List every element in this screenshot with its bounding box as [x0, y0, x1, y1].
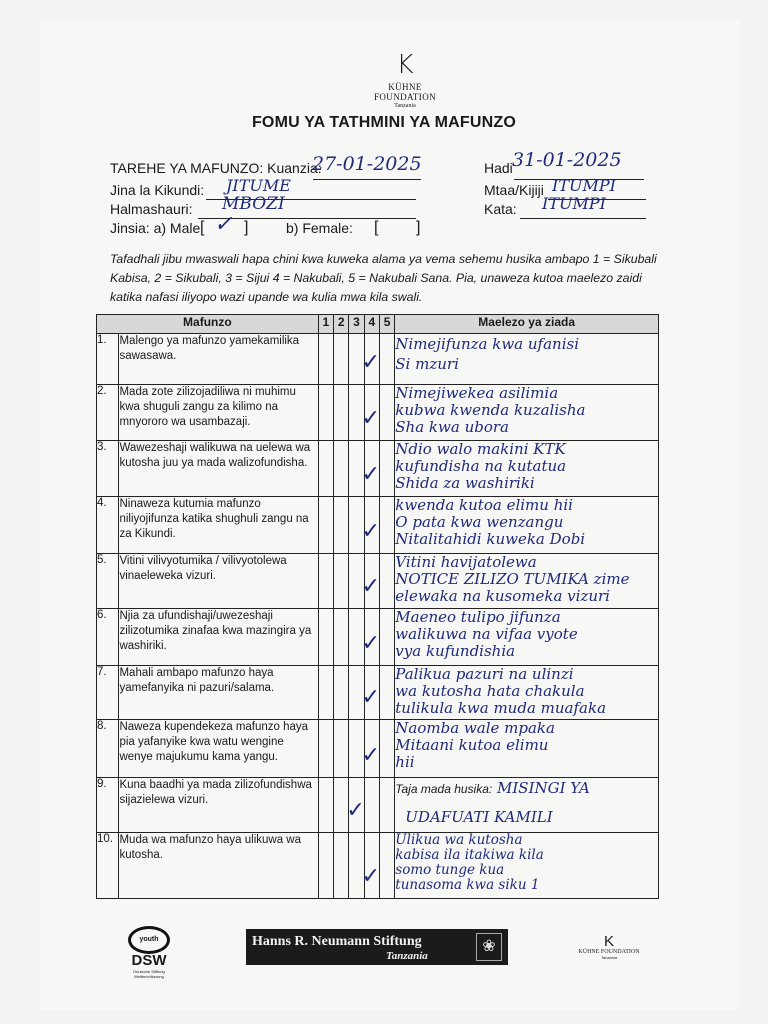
instructions-text: Tafadhali jibu mwaswali hapa chini kwa kuweka alama ya vema sehemu husika ambapo 1 = Sikubali Kabisa, 2 = Sikubali, 3 = Sijui 4 = Nakubali, 5 = Nakubali Sana. Pia, unaweza kutoa maelezo zaidi katika nafasi iliyopo wazi upande wa kulia mwa kila swali. — [110, 252, 657, 304]
comment-line: Ndio walo makini KTK — [395, 441, 566, 458]
comment-line: kabisa ila itakiwa kila — [395, 848, 544, 863]
hrns-banner — [246, 929, 508, 965]
dsw-logo — [124, 926, 174, 979]
score-cell-4[interactable] — [361, 334, 381, 385]
date-label: TAREHE YA MAFUNZO: Kuanzia: — [110, 160, 322, 176]
header-topic: Mafunzo — [97, 315, 319, 334]
row-statement: Malengo ya mafunzo yamekamilika sawasawa. — [119, 334, 318, 385]
ward-value[interactable]: ITUMPI — [542, 194, 606, 213]
row-statement: Wawezeshaji walikuwa na uelewa wa kutosha juu ya mada walizofundisha. — [119, 441, 318, 497]
comment-line: hii — [395, 754, 415, 771]
comment-line: UDAFUATI KAMILI — [405, 808, 553, 826]
score-cell-5[interactable] — [379, 441, 394, 497]
form-title: FOMU YA TATHMINI YA MAFUNZO — [251, 114, 517, 131]
comment-line: Naomba wale mpaka — [395, 720, 555, 737]
council-value[interactable]: MBOZI — [222, 194, 285, 214]
hrns-banner-title: Hanns R. Neumann Stiftung — [252, 934, 422, 949]
score-cell-1[interactable] — [318, 554, 333, 609]
comment-cell[interactable] — [395, 720, 659, 778]
score-cell-2[interactable] — [334, 609, 349, 666]
comment-text: MISINGI YA — [497, 779, 590, 797]
row-number: 1. — [97, 334, 119, 385]
comment-prompt: Taja mada husika: — [395, 782, 493, 796]
score-cell-4[interactable] — [361, 833, 381, 899]
comment-line: tunasoma kwa siku 1 — [395, 878, 540, 893]
comment-line: Si mzuri — [395, 355, 459, 373]
comment-cell[interactable] — [395, 609, 659, 666]
score-cell-1[interactable] — [318, 441, 333, 497]
kuhne-footer-sub: Tanzania — [600, 955, 617, 960]
female-bracket-close: ] — [416, 219, 421, 236]
row-statement: Mada zote zilizojadiliwa ni muhimu kwa shuguli zangu za kilimo na mnyororo wa usambazaji. — [119, 385, 318, 441]
row-statement: Njia za ufundishaji/uwezeshaji zilizotumika zinafaa kwa mazingira ya washiriki. — [119, 609, 318, 666]
council-label: Halmashauri: — [110, 201, 193, 217]
score-cell-5[interactable] — [379, 609, 394, 666]
header-score-5: 5 — [379, 315, 394, 334]
table-row — [97, 334, 659, 385]
row-statement: Ninaweza kutumia mafunzo niliyojifunza katika shughuli zangu na za Kikundi. — [119, 497, 318, 554]
row-number: 4. — [97, 497, 119, 554]
score-cell-2[interactable] — [334, 720, 349, 778]
group-value[interactable]: JITUME — [226, 176, 291, 195]
score-cell-1[interactable] — [318, 720, 333, 778]
kuhne-footer-name: KÜHNE FOUNDATION — [578, 949, 640, 955]
comment-line: Nimejifunza kwa ufanisi — [395, 335, 579, 353]
table-row — [97, 833, 659, 899]
score-cell-1[interactable] — [318, 833, 333, 899]
kuhne-logo-sub: Tanzania — [394, 103, 416, 109]
score-cell-4[interactable] — [361, 385, 381, 441]
table-row — [97, 441, 659, 497]
score-cell-3[interactable] — [346, 778, 365, 833]
date-from-line — [313, 179, 421, 180]
comment-line: Palikua pazuri na ulinzi — [395, 666, 574, 683]
comment-line: Nitalitahidi kuweka Dobi — [395, 531, 586, 548]
score-cell-2[interactable] — [334, 666, 349, 720]
dsw-sub: Deutsche Stiftung Weltbevölkerung — [133, 969, 165, 979]
comment-cell[interactable] — [395, 334, 659, 385]
ward-label: Kata: — [484, 201, 517, 217]
header-score-1: 1 — [318, 315, 333, 334]
dsw-ring: youth — [128, 926, 170, 954]
table-row — [97, 778, 659, 833]
check-mark-icon: ✓ — [361, 573, 381, 598]
row-number: 2. — [97, 385, 119, 441]
score-cell-2[interactable] — [334, 441, 349, 497]
row-statement: Naweza kupendekeza mafunzo haya pia yafanyike kwa watu wengine wenye majukumu kama yangu. — [119, 720, 318, 778]
comment-line: Vitini havijatolewa — [395, 554, 537, 571]
score-cell-4[interactable] — [361, 609, 381, 666]
kuhne-footer-logo — [578, 934, 640, 960]
check-mark-icon: ✓ — [361, 863, 381, 888]
score-cell-5[interactable] — [379, 385, 394, 441]
dsw-label: DSW — [131, 952, 167, 969]
score-cell-1[interactable] — [318, 497, 333, 554]
male-check-mark[interactable]: ✓ — [214, 212, 233, 237]
check-mark-icon: ✓ — [361, 461, 381, 486]
kuhne-logo-name: KÜHNE FOUNDATION — [374, 82, 436, 102]
check-mark-icon: ✓ — [361, 518, 381, 543]
kuhne-logo — [360, 52, 450, 109]
comment-cell[interactable] — [395, 497, 659, 554]
table-header-row — [97, 315, 659, 334]
male-bracket-open: [ — [200, 219, 205, 236]
score-cell-4[interactable] — [361, 554, 381, 609]
ward-line — [520, 218, 646, 219]
comment-cell[interactable] — [395, 385, 659, 441]
score-cell-4[interactable] — [361, 666, 381, 720]
comment-line: NOTICE ZILIZO TUMIKA zime — [395, 571, 630, 588]
female-bracket-open[interactable]: [ — [374, 219, 379, 236]
comment-line: kufundisha na kutatua — [395, 458, 567, 475]
female-label: b) Female: — [286, 220, 353, 236]
score-cell-2[interactable] — [334, 334, 349, 385]
hrns-banner-sub: Tanzania — [386, 950, 428, 962]
row-number: 7. — [97, 666, 119, 720]
row-statement: Vitini vilivyotumika / vilivyotolewa vinaeleweka vizuri. — [119, 554, 318, 609]
kuhne-logo-mark: K — [396, 50, 414, 80]
comment-cell[interactable] — [395, 441, 659, 497]
row-number: 5. — [97, 554, 119, 609]
comment-cell[interactable] — [395, 554, 659, 609]
comment-line — [395, 778, 658, 799]
kuhne-footer-mark: K — [603, 933, 614, 950]
score-cell-1[interactable] — [318, 666, 333, 720]
score-cell-2[interactable] — [334, 497, 349, 554]
score-cell-5[interactable] — [379, 497, 394, 554]
comment-line: Mitaani kutoa elimu — [395, 737, 549, 754]
village-value[interactable]: ITUMPI — [552, 176, 616, 195]
check-mark-icon: ✓ — [346, 797, 365, 822]
score-cell-5[interactable] — [379, 833, 394, 899]
date-from-value[interactable]: 27-01-2025 — [312, 153, 422, 175]
comment-cell[interactable] — [395, 778, 659, 833]
comment-line: kwenda kutoa elimu hii — [395, 497, 573, 514]
comment-line: walikuwa na vifaa vyote — [395, 626, 578, 643]
score-cell-5[interactable] — [379, 666, 394, 720]
comment-line: Shida za washiriki — [395, 475, 535, 492]
row-number: 9. — [97, 778, 119, 833]
row-statement: Muda wa mafunzo haya ulikuwa wa kutosha. — [119, 833, 318, 899]
table-row — [97, 666, 659, 720]
header-score-4: 4 — [364, 315, 379, 334]
score-cell-4[interactable] — [361, 441, 381, 497]
comment-line: Maeneo tulipo jifunza — [395, 609, 561, 626]
comment-line: wa kutosha hata chakula — [395, 683, 585, 700]
score-cell-5[interactable] — [379, 554, 394, 609]
table-row — [97, 609, 659, 666]
date-to-label: Hadi — [484, 160, 513, 176]
score-cell-2[interactable] — [334, 385, 349, 441]
comment-line: somo tunge kua — [395, 863, 505, 878]
comment-line: O pata kwa wenzangu — [395, 514, 564, 531]
check-mark-icon: ✓ — [361, 742, 381, 767]
date-to-value[interactable]: 31-01-2025 — [512, 149, 622, 171]
comment-line: Nimejiwekea asilimia — [395, 385, 559, 402]
comment-cell[interactable] — [395, 833, 659, 899]
comment-line: vya kufundishia — [395, 643, 516, 660]
row-statement: Kuna baadhi ya mada zilizofundishwa sijazielewa vizuri. — [119, 778, 318, 833]
row-statement: Mahali ambapo mafunzo haya yamefanyika ni pazuri/salama. — [119, 666, 318, 720]
comment-line: Ulikua wa kutosha — [395, 833, 523, 848]
score-cell-1[interactable] — [318, 778, 333, 833]
table-row — [97, 554, 659, 609]
check-mark-icon: ✓ — [361, 630, 381, 655]
male-bracket-close: ] — [244, 219, 249, 236]
gender-label: Jinsia: a) Male — [110, 220, 201, 236]
header-score-3: 3 — [349, 315, 364, 334]
comment-line: kubwa kwenda kuzalisha — [395, 402, 586, 419]
score-cell-1[interactable] — [318, 334, 333, 385]
score-cell-2[interactable] — [334, 554, 349, 609]
score-cell-4[interactable] — [364, 778, 379, 833]
table-row — [97, 720, 659, 778]
check-mark-icon: ✓ — [361, 349, 381, 374]
table-row — [97, 385, 659, 441]
score-cell-5[interactable] — [379, 720, 394, 778]
header-comments: Maelezo ya ziada — [395, 315, 659, 334]
score-cell-4[interactable] — [361, 720, 381, 778]
check-mark-icon: ✓ — [361, 405, 381, 430]
group-label: Jina la Kikundi: — [110, 182, 205, 198]
row-number: 8. — [97, 720, 119, 778]
evaluation-table — [96, 314, 659, 899]
village-label: Mtaa/Kijiji — [484, 182, 544, 198]
comment-cell[interactable] — [395, 666, 659, 720]
row-number: 6. — [97, 609, 119, 666]
score-cell-1[interactable] — [318, 385, 333, 441]
header-score-2: 2 — [334, 315, 349, 334]
score-cell-4[interactable] — [361, 497, 381, 554]
comment-line: elewaka na kusomeka vizuri — [395, 588, 610, 605]
row-number: 3. — [97, 441, 119, 497]
coffee-plant-icon: ❀ — [476, 933, 502, 961]
score-cell-5[interactable] — [379, 778, 394, 833]
score-cell-1[interactable] — [318, 609, 333, 666]
comment-line: tulikula kwa muda muafaka — [395, 700, 607, 717]
check-mark-icon: ✓ — [361, 684, 381, 709]
score-cell-5[interactable] — [379, 334, 394, 385]
comment-line: Sha kwa ubora — [395, 419, 509, 436]
score-cell-2[interactable] — [334, 833, 349, 899]
table-row — [97, 497, 659, 554]
row-number: 10. — [97, 833, 119, 899]
